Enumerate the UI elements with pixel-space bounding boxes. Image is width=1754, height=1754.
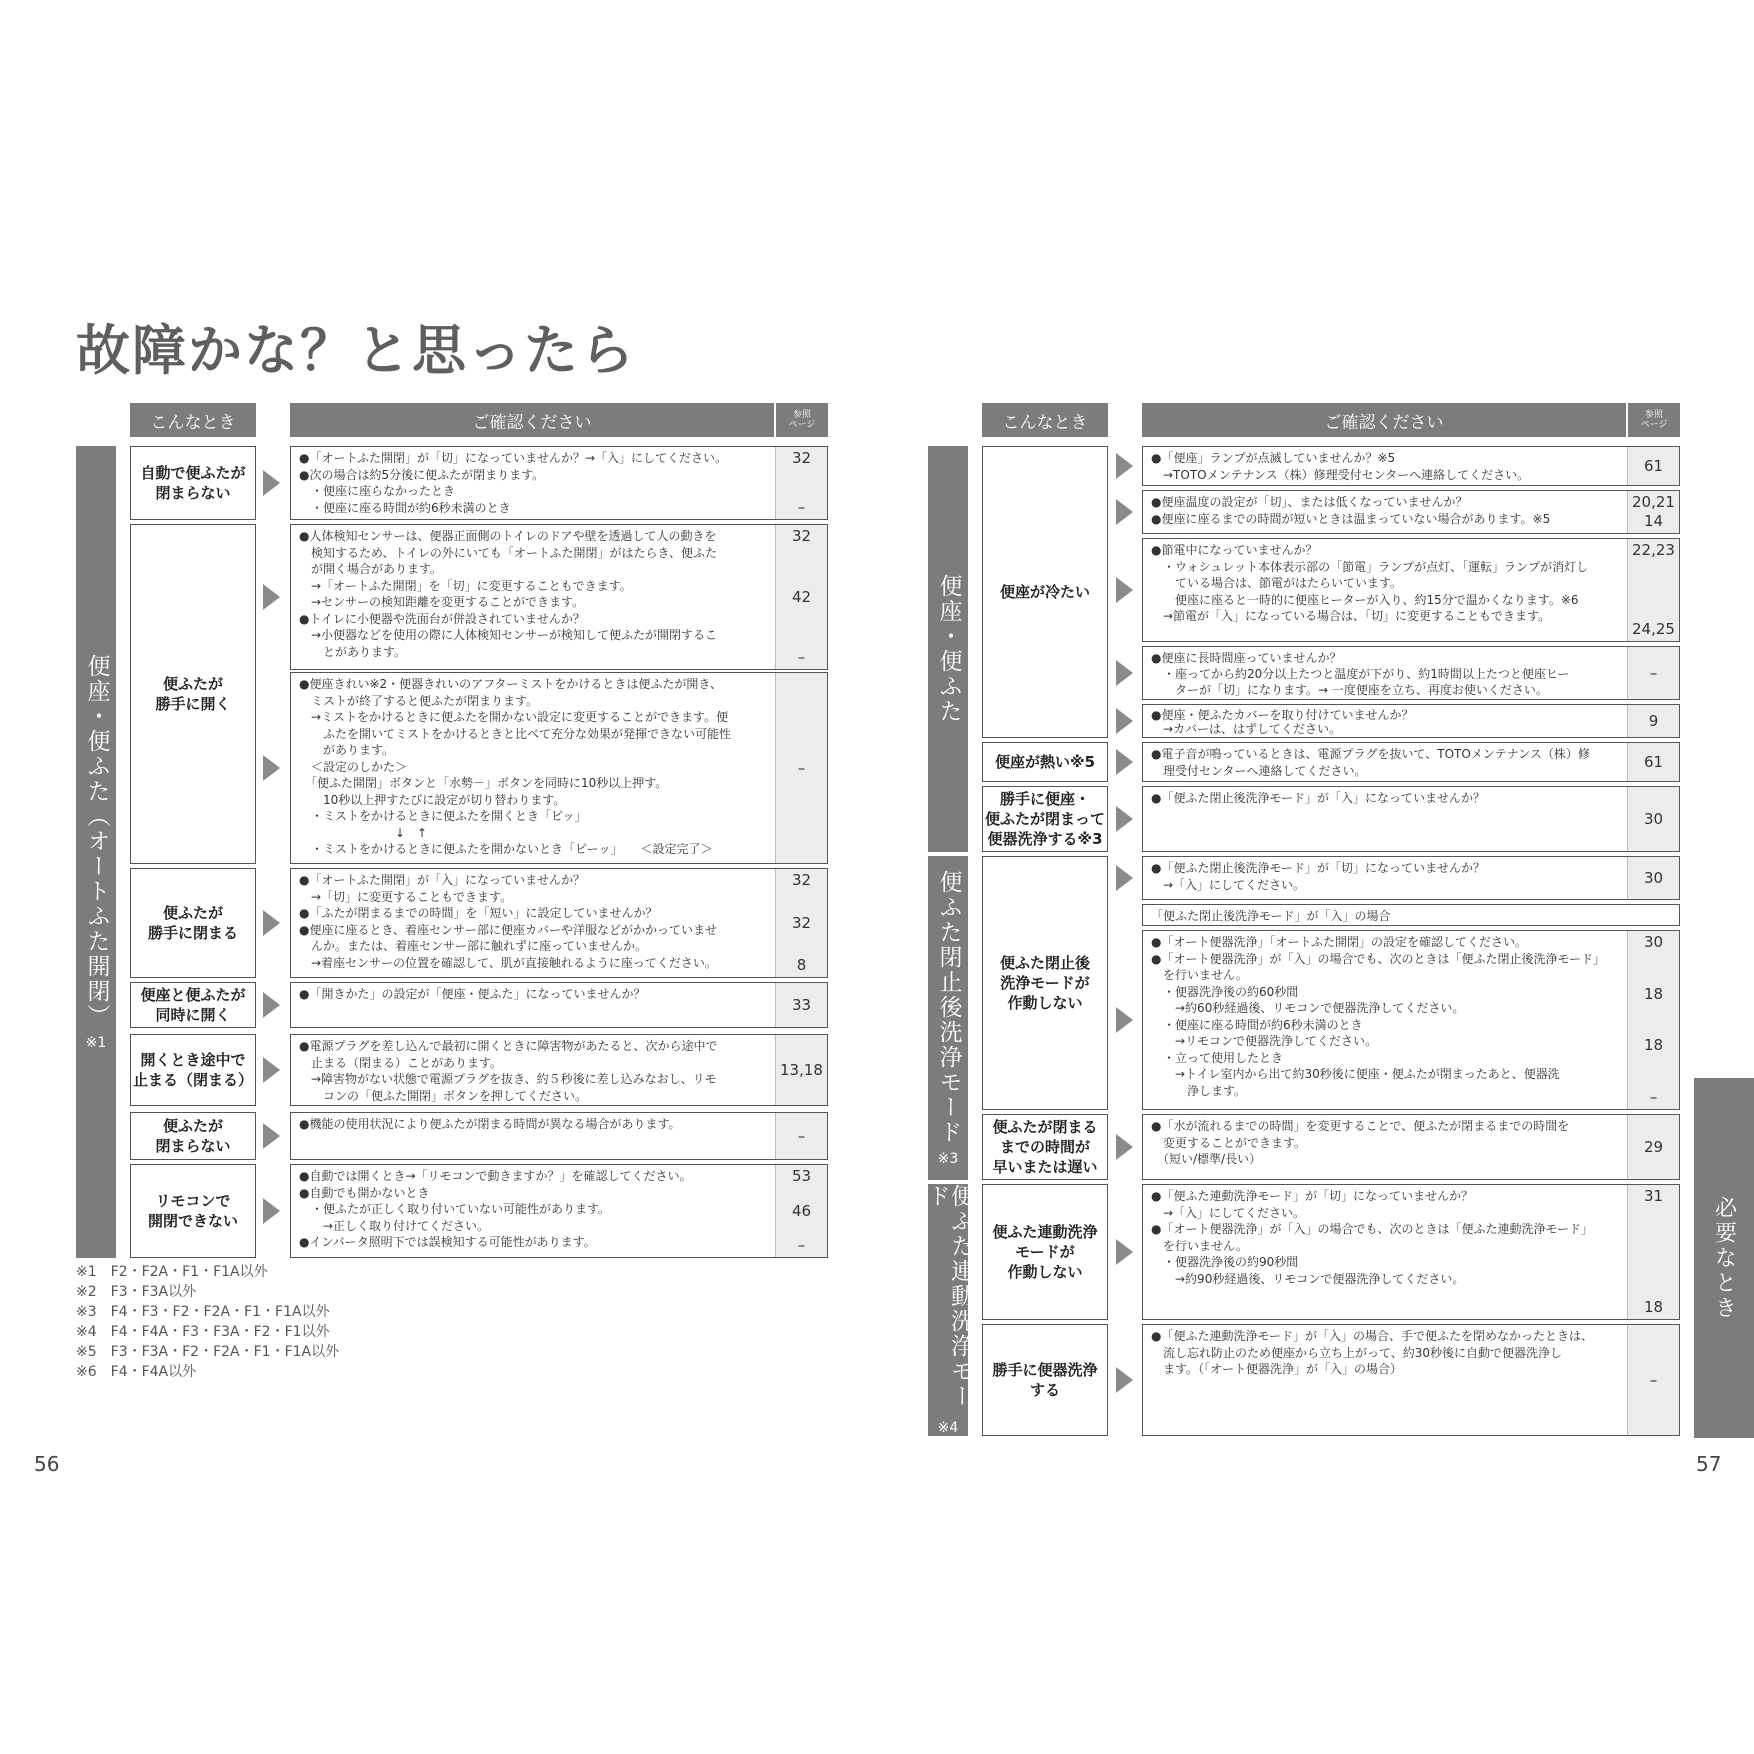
check-line: ●「便ふた連動洗浄モード」が「入」の場合、手で便ふたを閉めなかったときは、 [1151,1329,1593,1343]
check-line: ふたを開いてミストをかけるときと比べて充分な効果が発揮できない可能性 [299,726,732,741]
ref-page-number[interactable]: 24,25 [1632,620,1675,638]
ref-page-number[interactable]: 32 [791,449,812,467]
arrow-right-icon [1116,865,1133,891]
ref-page-cell [775,983,827,1027]
category-bar-left [76,446,116,1258]
check-line: ●「オート便器洗浄」が「入」の場合でも、次のときは「便ふた連動洗浄モード」 [1151,1222,1593,1236]
ref-page-cell [1627,931,1679,1109]
ref-page-cell [775,869,827,977]
check-box [1142,446,1680,486]
check-line: ●「オート便器洗浄」が「入」の場合でも、次のときは「便ふた閉止後洗浄モード」 [1151,951,1605,966]
condition-cell: 便ふたが 閉まらない [130,1112,256,1160]
check-line: 検知するため、トイレの外にいても「オートふた開閉」がはたらき、便ふた [299,545,717,560]
condition-cell: 便座が冷たい [982,446,1108,738]
condition-cell: 便ふたが 勝手に閉まる [130,868,256,978]
ref-page-number[interactable]: 32 [791,913,812,932]
check-box [290,524,828,670]
check-text [1143,705,1627,737]
category-bar-right-2 [928,856,968,1180]
ref-page-number[interactable]: 32 [791,527,812,545]
check-box [1142,786,1680,852]
condition-cell: 開くとき途中で 止まる（閉まる） [130,1034,256,1106]
arrow-right-icon [1116,1134,1133,1160]
check-line: が開く場合があります。 [299,562,443,576]
arrow-right-icon [1116,1239,1133,1265]
check-box [1142,856,1680,900]
ref-page-number[interactable]: 8 [796,956,807,974]
check-text [291,447,775,519]
check-line: ●「開きかた」の設定が「便座・便ふた」になっていませんか？ [299,987,646,1001]
check-text [1143,1185,1627,1319]
page-number-left: 56 [34,1452,60,1476]
check-line: ・便座に座らなかったとき [299,484,456,498]
check-line: 浄します。 [1151,1083,1247,1098]
check-line: ●「便ふた閉止後洗浄モード」が「切」になっていませんか？ [1151,861,1485,875]
check-line: ●「オート便器洗浄」「オートふた開閉」の設定を確認してください。 [1151,935,1527,949]
page-title: 故障かな？と思ったら [76,319,636,382]
ref-page-number[interactable]: – [1649,1370,1658,1389]
check-box [1142,742,1680,782]
ref-page-number[interactable]: 18 [1643,1036,1664,1055]
arrow-right-icon [263,992,280,1018]
condition-cell: 便ふた閉止後 洗浄モードが 作動しない [982,856,1108,1110]
check-line: ・座ってから約20分以上たつと温度が下がり、約1時間以上たつと便座ヒー [1151,667,1570,681]
ref-page-cell [775,673,827,863]
arrow-right-icon [263,1057,280,1083]
check-box [1142,1324,1680,1436]
arrow-right-icon [1116,749,1133,775]
check-text [1143,539,1627,641]
footnote: ※2 F3・F3A以外 [76,1284,197,1300]
check-text [291,1165,775,1257]
check-box [1142,704,1680,738]
category-bar-right-3 [924,1184,973,1436]
ref-page-cell [1627,705,1679,737]
check-line: ↓ ↑ [299,825,428,840]
category-note: ※1 [85,1034,107,1051]
check-box [290,672,828,864]
check-line: ます。（「オート便器洗浄」が「入」の場合） [1151,1362,1403,1376]
ref-page-cell [775,1165,827,1257]
check-line: ●「オートふた開閉」が「入」になっていませんか？ [299,873,585,887]
ref-page-cell [775,1035,827,1105]
check-box [1142,538,1680,642]
arrow-right-icon [263,1198,280,1224]
category-note: ※3 [937,1150,959,1167]
check-box [290,868,828,978]
check-line: ●便座・便ふたカバーを取り付けていませんか？ [1151,708,1414,722]
check-line: 変更することができます。 [1151,1135,1307,1150]
ref-page-number[interactable]: 30 [1643,933,1664,951]
page-number-right: 57 [1696,1452,1722,1476]
check-line: （短い/標準/長い） [1151,1152,1262,1166]
check-line: を行いません。 [1151,1238,1248,1253]
check-line: ターが「切」になります。→ 一度便座を立ち、再度お使いください。 [1151,683,1548,697]
category-label: 便ふた閉止後洗浄モード [935,869,962,1145]
arrow-right-icon [263,470,280,496]
ref-page-number[interactable]: 33 [791,995,812,1014]
arrow-right-icon [1116,660,1133,686]
ref-page-number[interactable]: 61 [1643,456,1664,475]
arrow-right-icon [1116,1367,1133,1393]
category-bar-right-1 [928,446,968,852]
arrow-right-icon [1116,806,1133,832]
check-line: ●節電中になっていませんか？ [1151,543,1318,557]
ref-page-cell [1627,647,1679,699]
ref-page-number[interactable]: – [797,648,806,666]
header-ref: 参照 ページ [776,403,828,437]
check-line: →正しく取り付けてください。 [299,1218,490,1233]
header-when-right: こんなとき [982,403,1108,437]
condition-cell: 勝手に便器洗浄 する [982,1324,1108,1436]
check-line: ●便座に座るとき、着座センサー部に便座カバーや洋服などがかかっていませ [299,922,717,937]
ref-page-cell [775,525,827,669]
check-line: 止まる（閉まる）ことがあります。 [299,1055,503,1070]
ref-page-number[interactable]: – [797,1126,806,1145]
check-line: ＜設定のしかた＞ [299,759,408,774]
check-line: ●電源プラグを差し込んで最初に開くときに障害物があたると、次から途中で [299,1039,718,1053]
check-line: →トイレ室内から出て約30秒後に便座・便ふたが閉まったあと、便器洗 [1151,1067,1560,1081]
ref-page-number[interactable]: 30 [1643,809,1664,828]
header-when: こんなとき [130,403,256,437]
arrow-right-icon [1116,577,1133,603]
check-line: ている場合は、節電がはたらいています。 [1151,576,1403,590]
footnotes [76,1262,339,1382]
ref-page-cell [1627,1185,1679,1319]
check-box [1142,1114,1680,1180]
check-line: ●「オートふた開閉」が「切」になっていませんか？→「入」にしてください。 [299,451,728,465]
arrow-right-icon [263,755,280,781]
condition-cell: 便ふた連動洗浄 モードが 作動しない [982,1184,1108,1320]
footnote: ※6 F4・F4A以外 [76,1364,197,1380]
check-line: ●次の場合は約5分後に便ふたが閉まります。 [299,467,545,482]
ref-page-number[interactable]: 14 [1643,512,1664,530]
condition-cell: 便ふたが閉まる までの時間が 早いまたは遅い [982,1114,1108,1180]
check-line: ●便座温度の設定が「切」、または低くなっていませんか？ [1151,495,1468,509]
ref-page-number[interactable]: 9 [1648,711,1659,730]
check-line: ・便器洗浄後の約60秒間 [1151,984,1299,999]
check-text [1143,743,1627,781]
ref-page-cell [1627,491,1679,533]
check-line: →小便器などを使用の際に人体検知センサーが検知して便ふたが開閉するこ [299,628,718,642]
check-line: ・ミストをかけるときに便ふたを開かないとき「ピーッ」 ＜設定完了＞ [299,842,713,856]
check-line: ・便器洗浄後の約90秒間 [1151,1255,1299,1269]
ref-page-cell [1627,857,1679,899]
check-box [290,1034,828,1106]
arrow-right-icon [263,910,280,936]
category-label: 便ふた連動洗浄モード [924,1184,973,1409]
ref-page-number[interactable]: – [1649,1087,1658,1106]
check-text [291,673,775,863]
check-line: ・立って使用したとき [1151,1050,1284,1065]
check-box [290,982,828,1028]
condition-cell: 勝手に便座・ 便ふたが閉まって 便器洗浄する※3 [982,786,1108,852]
ref-page-number[interactable]: 18 [1643,984,1664,1003]
check-box [1142,930,1680,1110]
check-box [1142,490,1680,534]
ref-page-number[interactable]: 29 [1643,1137,1664,1156]
check-line: →リモコンで便器洗浄してください。 [1151,1034,1378,1048]
ref-page-number[interactable]: 46 [791,1201,812,1220]
check-line: ●「便ふた閉止後洗浄モード」が「入」になっていませんか？ [1151,791,1485,805]
ref-page-cell [1627,743,1679,781]
check-text [1143,931,1627,1109]
ref-page-number[interactable]: – [797,1236,806,1254]
condition-cell: 自動で便ふたが 閉まらない [130,446,256,520]
arrow-right-icon [1116,708,1133,734]
ref-page-cell [775,447,827,519]
check-line: ●インバータ照明下では誤検知する可能性があります。 [299,1235,596,1249]
check-line: →TOTOメンテナンス（株）修理受付センターへ連絡してください。 [1151,467,1530,482]
ref-page-number[interactable]: – [797,498,806,516]
check-line: →「入」にしてください。 [1151,877,1306,892]
ref-page-number[interactable]: 18 [1643,1298,1664,1316]
side-tab[interactable] [1694,1078,1754,1438]
check-text [291,869,775,977]
check-text [1143,1325,1627,1435]
ref-page-number[interactable]: 13,18 [780,1060,823,1079]
category-label: 便座・便ふた [935,574,962,724]
check-line: を行いません。 [1151,968,1248,982]
check-line: んか。または、着座センサー部に触れずに座っていませんか。 [299,939,648,953]
footnote: ※5 F3・F3A・F2・F2A・F1・F1A以外 [76,1344,340,1360]
check-line: ●「便座」ランプが点滅していませんか？※5 [1151,451,1396,465]
check-line: →「入」にしてください。 [1151,1205,1306,1220]
check-line: 「便ふた開閉」ボタンと「水勢－」ボタンを同時に10秒以上押す。 [299,776,668,790]
footnote: ※1 F2・F2A・F1・F1A以外 [76,1264,268,1280]
ref-page-number[interactable]: – [797,758,806,777]
check-box [290,1164,828,1258]
ref-page-number[interactable]: 42 [791,587,812,606]
check-line: ●便座きれい※2・便器きれいのアフターミストをかけるときは便ふたが開き、 [299,677,722,691]
ref-page-cell [1627,447,1679,485]
header-check-right: ご確認ください [1142,403,1626,437]
condition-cell: 便座が熱い※5 [982,742,1108,782]
check-line: ・ウォシュレット本体表示部の「節電」ランプが点灯、「運転」ランプが消灯し [1151,559,1589,574]
check-line: →ミストをかけるときに便ふたを開かない設定に変更することができます。便 [299,710,729,724]
check-line: 便座に座ると一時的に便座ヒーターが入り、約15分で温かくなります。※6 [1151,592,1579,607]
ref-page-cell [1627,539,1679,641]
condition-cell: 便座と便ふたが 同時に開く [130,982,256,1028]
check-line: ●自動では開くとき→「リモコンで動きますか？」を確認してください。 [299,1169,692,1183]
footnote: ※3 F4・F3・F2・F2A・F1・F1A以外 [76,1304,330,1320]
check-text [1143,857,1627,899]
check-line: →約90秒経過後、リモコンで便器洗浄してください。 [1151,1271,1465,1286]
check-line: ●人体検知センサーは、便器正面側のトイレのドアや壁を透過して人の動きを [299,529,717,543]
check-subheader: 「便ふた閉止後洗浄モード」が「入」の場合 [1142,904,1680,926]
ref-page-cell [1627,787,1679,851]
ref-page-number[interactable]: 30 [1643,868,1664,887]
category-note: ※4 [937,1420,959,1436]
check-text [291,1035,775,1105]
ref-page-cell [1627,1115,1679,1179]
arrow-right-icon [1116,453,1133,479]
check-line: ●「水が流れるまでの時間」を変更することで、便ふたが閉まるまでの時間を [1151,1119,1570,1133]
check-line: →「切」に変更することもできます。 [299,889,513,904]
check-line: ●「便ふた連動洗浄モード」が「切」になっていませんか？ [1151,1189,1473,1203]
check-box [1142,1184,1680,1320]
check-line: ●トイレに小便器や洗面台が併設されていませんか？ [299,611,585,626]
check-line: ・便座に座る時間が約6秒未満のとき [299,500,511,515]
check-line: →節電が「入」になっている場合は、「切」に変更することもできます。 [1151,609,1551,623]
ref-page-number[interactable]: 53 [791,1167,812,1185]
ref-page-number[interactable]: – [1649,663,1658,682]
check-line: コンの「便ふた開閉」ボタンを押してください。 [299,1088,588,1103]
check-box [290,446,828,520]
check-line: →カバーは、はずしてください。 [1151,722,1342,736]
ref-page-number[interactable]: 32 [791,871,812,889]
ref-page-number[interactable]: 61 [1643,752,1664,771]
check-line: ・便ふたが正しく取り付いていない可能性があります。 [299,1202,611,1216]
check-line: ●電子音が鳴っているときは、電源プラグを抜いて、TOTOメンテナンス（株）修 [1151,747,1590,761]
check-text [1143,787,1627,851]
check-text [1143,647,1627,699]
check-line: ●「ふたが閉まるまでの時間」を「短い」に設定していませんか？ [299,906,658,920]
ref-page-number[interactable]: 20,21 [1632,493,1675,511]
check-text [1143,491,1627,533]
side-tab-label: 必要なとき [1711,1195,1737,1321]
check-line: 理受付センターへ連絡してください。 [1151,763,1367,778]
ref-page-number[interactable]: 31 [1643,1187,1664,1205]
check-line: ・便座に座る時間が約6秒未満のとき [1151,1017,1363,1032]
check-line: ●便座に長時間座っていませんか？ [1151,651,1342,665]
check-line: ミストが終了すると便ふたが閉まります。 [299,693,539,708]
check-line: ・ミストをかけるときに便ふたを開くとき「ピッ」 [299,809,587,823]
arrow-right-icon [263,1123,280,1149]
ref-page-cell [1627,1325,1679,1435]
check-box [1142,646,1680,700]
arrow-right-icon [263,584,280,610]
check-text [1143,447,1627,485]
ref-page-number[interactable]: 22,23 [1632,541,1675,559]
header-check: ご確認ください [290,403,774,437]
check-line: ●便座に座るまでの時間が短いときは温まっていない場合があります。※5 [1151,511,1551,526]
arrow-right-icon [1116,1007,1133,1033]
check-line: ●自動でも開かないとき [299,1185,430,1200]
check-text [1143,1115,1627,1179]
check-line: ●機能の使用状況により便ふたが閉まる時間が異なる場合があります。 [299,1117,681,1131]
header-ref-right: 参照 ページ [1628,403,1680,437]
condition-cell: 便ふたが 勝手に開く [130,524,256,864]
check-box [290,1112,828,1160]
check-line: →センサーの検知距離を変更することができます。 [299,595,585,609]
check-line: →約60秒経過後、リモコンで便器洗浄してください。 [1151,1001,1465,1015]
footnote: ※4 F4・F4A・F3・F3A・F2・F1以外 [76,1324,330,1340]
check-line: 流し忘れ防止のため便座から立ち上がって、約30秒後に自動で便器洗浄し [1151,1345,1563,1360]
check-line: があります。 [299,743,395,757]
ref-page-cell [775,1113,827,1159]
check-text [291,525,775,669]
check-line: とがあります。 [299,644,407,659]
check-text [291,983,775,1027]
check-line: 10秒以上押すたびに設定が切り替わります。 [299,792,566,807]
check-line: →着座センサーの位置を確認して、肌が直接触れるように座ってください。 [299,955,717,970]
category-label: 便座・便ふた（オートふた開閉） [83,653,110,1029]
condition-cell: リモコンで 開閉できない [130,1164,256,1258]
arrow-right-icon [1116,499,1133,525]
check-line: →「オートふた開閉」を「切」に変更することもできます。 [299,578,632,593]
check-text [291,1113,775,1159]
check-line: →障害物がない状態で電源プラグを抜き、約５秒後に差し込みなおし、リモ [299,1072,717,1086]
